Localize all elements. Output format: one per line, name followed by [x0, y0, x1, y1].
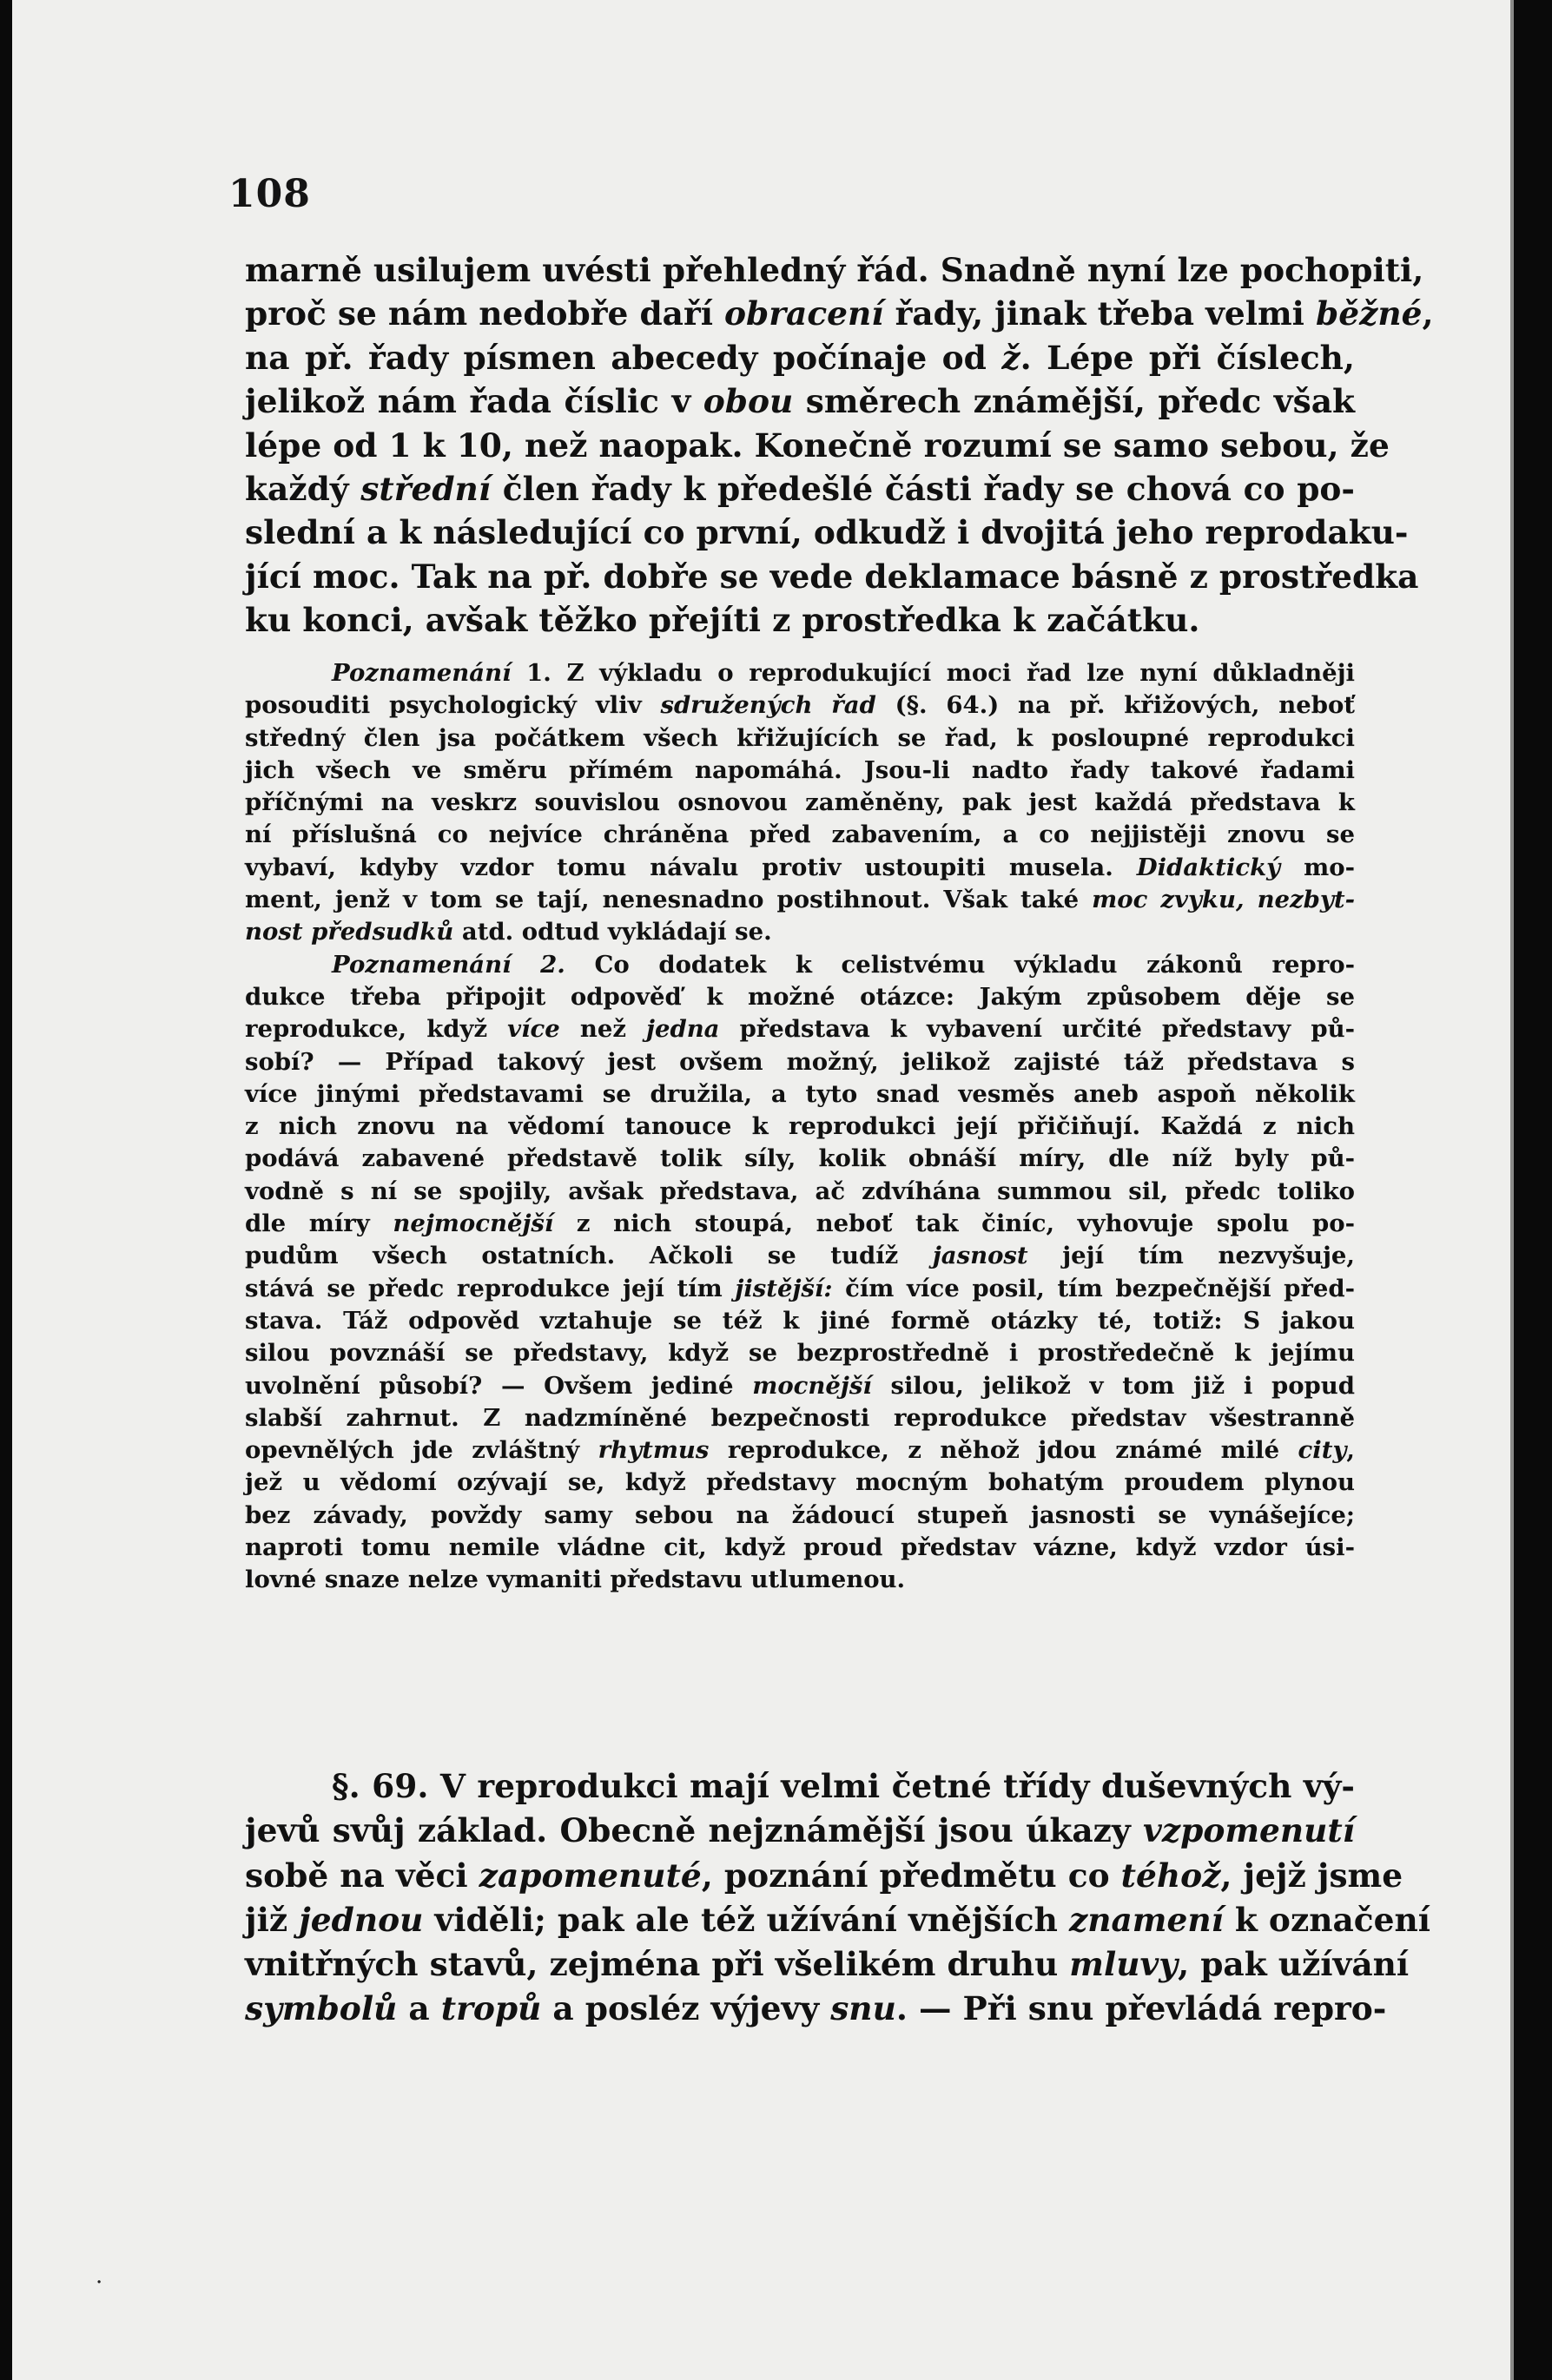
- main-paragraph-line: [245, 511, 1409, 554]
- text-run: jich všech ve směru přímém napomáhá. Jsou-li nadto řady takové řadami: [245, 755, 1355, 784]
- notes-line: [245, 1370, 1355, 1402]
- text-run: dle míry: [245, 1210, 393, 1238]
- main-paragraph-line: [245, 379, 1355, 423]
- text-run: opevnělých jde zvláštný: [245, 1436, 598, 1465]
- text-run: jelikož nám řada číslic v: [245, 382, 703, 421]
- scan-speck: ·: [96, 2270, 103, 2296]
- text-run: proč se nám nedobře daří: [245, 294, 725, 333]
- emphasis-text: jednou: [299, 1900, 424, 1939]
- text-run: posouditi psychologický vliv: [245, 691, 661, 720]
- main-paragraph-line: [245, 555, 1419, 598]
- emphasis-text: jasnost: [932, 1242, 1028, 1270]
- text-run: . — Při snu převládá repro-: [895, 1989, 1387, 2028]
- text-run: atd. odtud vykládají se.: [453, 918, 772, 946]
- notes-line: [245, 916, 1355, 948]
- notes-line: [245, 1176, 1355, 1208]
- text-run: slední a k následující co první, odkudž i dvojitá jeho reprodaku-: [245, 513, 1409, 552]
- text-run: slabší zahrnut. Z nadzmíněné bezpečnosti reprodukce představ všestranně: [245, 1403, 1355, 1432]
- text-run: sobí? — Případ takový jest ovšem možný, jelikož zajisté táž představa s: [245, 1047, 1355, 1076]
- notes-line: [245, 787, 1355, 819]
- text-run: reprodukce, z něhož jdou známé milé: [709, 1436, 1298, 1465]
- emphasis-text: běžné: [1315, 294, 1423, 333]
- text-run: , jejž jsme: [1220, 1856, 1403, 1895]
- main-paragraph-line: [245, 598, 1355, 642]
- notes-line: [245, 722, 1355, 755]
- text-run: marně usilujem uvésti přehledný řád. Snadně nyní lze pochopiti,: [245, 251, 1424, 289]
- text-run: dukce třeba připojit odpověď k možné otázce: Jakým způsobem děje se: [245, 982, 1355, 1011]
- text-run: z nich stoupá, neboť tak činíc, vyhovuje spolu po-: [553, 1210, 1355, 1238]
- notes-line: [245, 1046, 1355, 1078]
- section-line: [245, 1898, 1431, 1942]
- text-run: čím více posil, tím bezpečnější před-: [832, 1274, 1355, 1302]
- notes-line: [245, 1500, 1355, 1532]
- emphasis-text: Poznamenání 2.: [332, 950, 565, 979]
- text-run: více jinými představami se družila, a tyto snad vesměs aneb aspoň několik: [245, 1079, 1355, 1108]
- notes-line: [245, 1402, 1355, 1434]
- notes-line: [245, 1434, 1355, 1467]
- text-run: jevů svůj základ. Obecně nejznámější jsou úkazy: [245, 1811, 1144, 1850]
- text-run: stává se předc reprodukce její tím: [245, 1274, 736, 1302]
- text-run: vodně s ní se spojily, avšak představa, ač zdvíhána summou sil, předc toliko: [245, 1177, 1355, 1205]
- text-run: , pak užívání: [1178, 1945, 1410, 1984]
- text-run: na př. řady písmen abecedy počínaje od: [245, 338, 1002, 377]
- emphasis-text: téhož: [1120, 1856, 1221, 1895]
- notes-line: [245, 689, 1355, 722]
- text-run: řady, jinak třeba velmi: [883, 294, 1316, 333]
- text-run: směrech známější, předc však: [793, 382, 1355, 421]
- text-run: ,: [1422, 294, 1434, 333]
- emphasis-text: znamení: [1068, 1900, 1224, 1939]
- text-run: lovné snaze nelze vymaniti představu utlumenou.: [245, 1566, 906, 1594]
- notes-block: [245, 657, 1355, 1597]
- text-run: ní příslušná co nejvíce chráněna před zabavením, a co nejjistěji znovu se: [245, 821, 1355, 849]
- text-run: sobě na věci: [245, 1856, 479, 1895]
- emphasis-text: více: [507, 1015, 560, 1044]
- text-run: bez závady, povždy samy sebou na žádoucí stupeň jasnosti se vynášejíce;: [245, 1500, 1355, 1529]
- text-run: Co dodatek k celistvému výkladu zákonů repro-: [565, 950, 1355, 979]
- text-run: a posléz výjevy: [541, 1989, 831, 2028]
- emphasis-text: obou: [703, 382, 794, 421]
- emphasis-text: rhytmus: [598, 1436, 710, 1465]
- text-run: naproti tomu nemile vládne cit, když proud představ vázne, když vzdor úsi-: [245, 1533, 1355, 1562]
- text-run: lépe od 1 k 10, než naopak. Konečně rozumí se samo sebou, že: [245, 425, 1390, 465]
- notes-line: [245, 884, 1355, 916]
- emphasis-text: tropů: [440, 1989, 542, 2028]
- emphasis-text: vzpomenutí: [1143, 1811, 1355, 1850]
- text-run: vybaví, kdyby vzdor tomu návalu protiv ustoupiti musela.: [245, 853, 1137, 881]
- page-edge: [1510, 0, 1514, 2380]
- notes-line: [245, 949, 1355, 981]
- emphasis-text: city: [1298, 1436, 1347, 1465]
- notes-line: [245, 981, 1355, 1013]
- text-run: ,: [1346, 1436, 1355, 1465]
- notes-line: [245, 1532, 1355, 1564]
- emphasis-text: Poznamenání: [332, 659, 512, 687]
- section-69: [245, 1764, 1431, 2032]
- notes-line: [245, 1111, 1355, 1143]
- section-line: [245, 1764, 1355, 1809]
- emphasis-text: snu: [830, 1989, 896, 2028]
- notes-line: [245, 1143, 1355, 1175]
- emphasis-text: nost předsudků: [245, 918, 454, 946]
- notes-line: [245, 1013, 1355, 1045]
- notes-line: [245, 755, 1355, 787]
- notes-line: [245, 1240, 1355, 1272]
- text-run: mo-: [1280, 853, 1355, 881]
- text-run: středný člen jsa počátkem všech křižujících se řad, k posloupné reprodukci: [245, 723, 1355, 752]
- text-run: jící moc. Tak na př. dobře se vede deklamace básně z prostředka: [245, 557, 1419, 596]
- main-paragraph-line: [245, 292, 1434, 335]
- emphasis-text: obracení: [724, 294, 884, 333]
- section-line: [245, 1942, 1410, 1987]
- notes-line: [245, 1337, 1355, 1369]
- emphasis-text: jistější:: [735, 1274, 833, 1302]
- text-run: ment, jenž v tom se tají, nenesnadno postihnout. Však také: [245, 886, 1093, 914]
- text-run: jež u vědomí ozývají se, když představy mocným bohatým proudem plynou: [245, 1468, 1355, 1497]
- text-run: představa k vybavení určité představy pů-: [719, 1015, 1355, 1044]
- text-run: silou, jelikož v tom již i popud: [871, 1371, 1355, 1400]
- text-run: , poznání předmětu co: [701, 1856, 1121, 1895]
- text-run: podává zabavené představě tolik síly, kolik obnáší míry, dle níž byly pů-: [245, 1144, 1355, 1173]
- main-paragraph-line: [245, 424, 1390, 467]
- section-line: [245, 1854, 1403, 1898]
- text-run: silou povznáší se představy, když se bezprostředně i prostředečně k jejímu: [245, 1339, 1355, 1368]
- emphasis-text: zapomenuté: [479, 1856, 702, 1895]
- emphasis-text: mocnější: [752, 1371, 872, 1400]
- text-run: vnitřných stavů, zejména při všelikém druhu: [245, 1945, 1070, 1984]
- text-run: člen řady k předešlé části řady se chová co po-: [491, 470, 1355, 509]
- text-run: příčnými na veskrz souvislou osnovou zaměněny, pak jest každá představa k: [245, 788, 1355, 817]
- text-run: stava. Táž odpověd vztahuje se též k jiné formě otázky té, totiž: S jakou: [245, 1306, 1355, 1335]
- text-run: již: [245, 1900, 300, 1939]
- text-run: uvolnění působí? — Ovšem jediné: [245, 1371, 753, 1400]
- notes-line: [245, 819, 1355, 851]
- text-run: z nich znovu na vědomí tanouce k reprodukci její přičiňují. Každá z nich: [245, 1112, 1355, 1141]
- text-run: k označení: [1223, 1900, 1431, 1939]
- text-run: viděli; pak ale též užívání vnějších: [423, 1900, 1069, 1939]
- notes-line: [245, 852, 1355, 884]
- notes-line: [245, 1078, 1355, 1111]
- notes-line: [245, 1273, 1355, 1305]
- text-run: než: [559, 1015, 647, 1044]
- text-run: (§. 64.) na př. křižových, neboť: [875, 691, 1355, 720]
- section-line: [245, 1987, 1387, 2031]
- notes-line: [245, 657, 1355, 689]
- emphasis-text: střední: [360, 470, 492, 509]
- main-paragraph-line: [245, 467, 1355, 511]
- main-paragraph-line: [245, 248, 1424, 292]
- text-run: §. 69. V reprodukci mají velmi četné třídy duševných vý-: [332, 1767, 1355, 1805]
- emphasis-text: Didaktický: [1136, 853, 1281, 881]
- text-run: 1. Z výkladu o reprodukující moci řad lze nyní důkladněji: [511, 659, 1355, 687]
- notes-line: [245, 1208, 1355, 1240]
- text-run: její tím nezvyšuje,: [1027, 1242, 1356, 1270]
- text-run: a: [397, 1989, 441, 2028]
- notes-line: [245, 1564, 1355, 1596]
- notes-line: [245, 1305, 1355, 1337]
- emphasis-text: mluvy: [1069, 1945, 1179, 1984]
- text-run: každý: [245, 470, 361, 509]
- main-paragraph-line: [245, 336, 1355, 379]
- emphasis-text: moc zvyku, nezbyt-: [1092, 886, 1355, 914]
- emphasis-text: jedna: [646, 1015, 720, 1044]
- text-run: ku konci, avšak těžko přejíti z prostředka k začátku.: [245, 601, 1200, 640]
- emphasis-text: sdružených řad: [660, 691, 876, 720]
- text-run: reprodukce, když: [245, 1015, 508, 1044]
- page-number: 108: [228, 172, 311, 216]
- notes-line: [245, 1467, 1355, 1499]
- text-run: . Lépe při číslech,: [1020, 338, 1355, 377]
- emphasis-text: nejmocnější: [393, 1210, 554, 1238]
- emphasis-text: ž: [1001, 338, 1020, 377]
- section-line: [245, 1809, 1355, 1853]
- main-paragraph: [245, 248, 1434, 643]
- emphasis-text: symbolů: [245, 1989, 398, 2028]
- text-run: pudům všech ostatních. Ačkoli se tudíž: [245, 1242, 933, 1270]
